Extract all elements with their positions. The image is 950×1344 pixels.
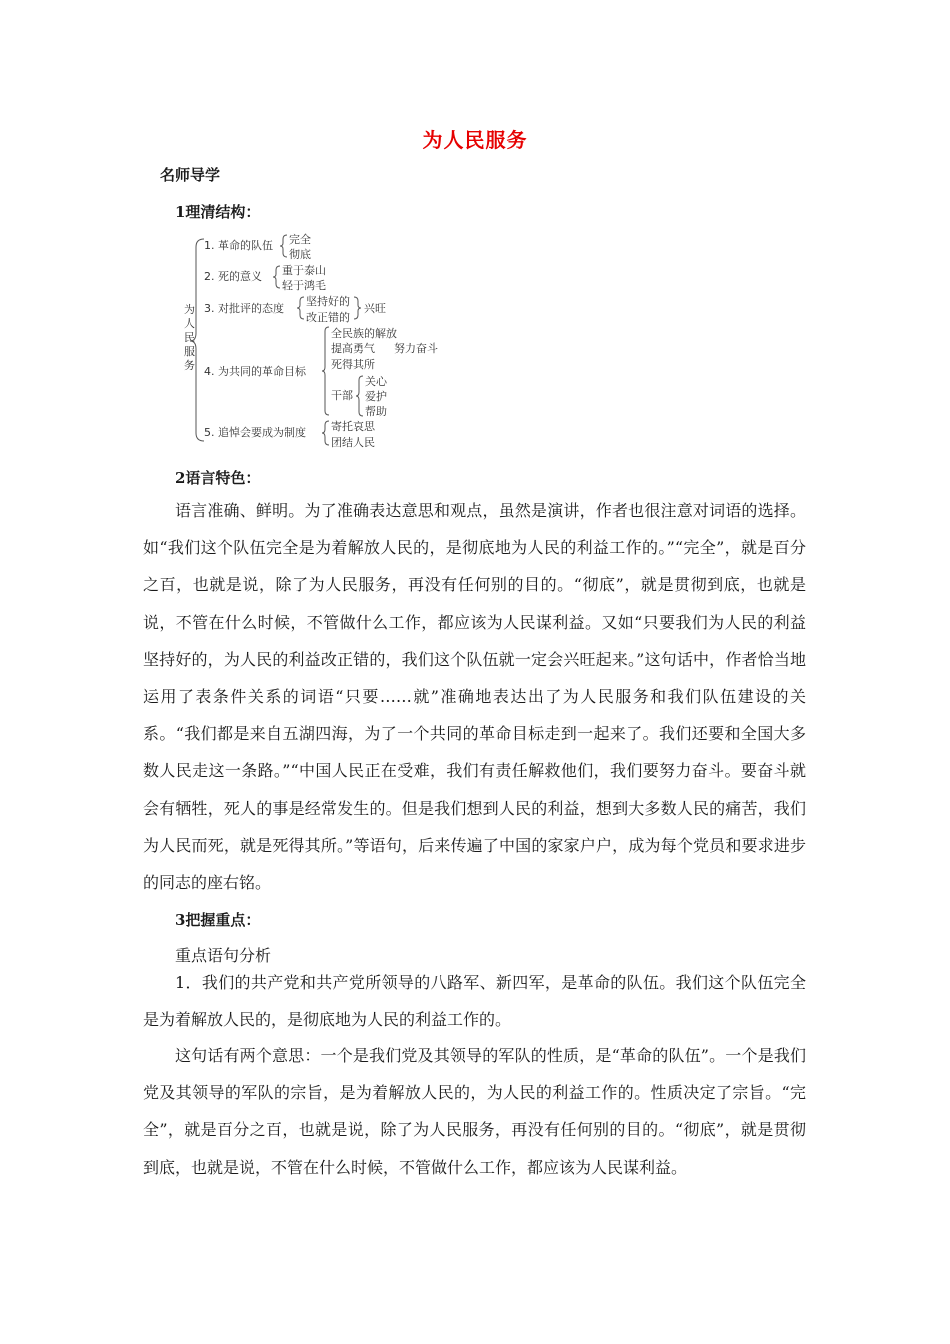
brace-item-4 (322, 327, 329, 415)
brace-cadre (356, 376, 363, 416)
root-char: 民 (184, 331, 195, 344)
brace-item-3 (297, 297, 304, 319)
result-label: 兴旺 (364, 302, 386, 315)
brace-item-2 (273, 266, 280, 288)
item-label: 2. 死的意义 (204, 270, 262, 283)
sub-label: 寄托哀思 (331, 420, 375, 433)
sub-label: 全民族的解放 (331, 327, 397, 340)
sub-label: 重于泰山 (282, 264, 326, 277)
brace-item-1 (280, 235, 287, 257)
sub-label: 轻于鸿毛 (282, 279, 326, 292)
item-label: 5. 追悼会要成为制度 (204, 426, 306, 439)
sub-label: 完全 (289, 233, 311, 246)
sub-label: 帮助 (365, 405, 387, 418)
root-char: 务 (184, 359, 195, 372)
sub-label: 提高勇气 (331, 342, 375, 355)
item-label: 1. 革命的队伍 (204, 239, 273, 252)
language-paragraph: 语言准确、鲜明。为了准确表达意思和观点，虽然是演讲，作者也很注意对词语的选择。如“我们这个队伍完全是为着解放人民的，是彻底地为人民的利益工作的。”“完全”，就是百分之百，也就是说，除了为人民服务，再没有任何别的目的。“彻底”，就是贯彻到底，也就是说，不管在什么时候，不管做什么工作，都应该为人民谋利益。又如“只要我们为人民的利益坚持好的，为人民的利益改正错的，我们这个队伍就一定会兴旺起来。”这句话中，作者恰当地运用了表条件关系的词语“只要……就”准确地表达出了为人民服务和我们队伍建设的关系。“我们都是来自五湖四海，为了一个共同的革命目标走到一起来了。我们还要和全国大多数人民走这一条路。”“中国人民正在受难，我们有责任解救他们，我们要努力奋斗。要奋斗就会有牺牲，死人的事是经常发生的。但是我们想到人民的利益，想到大多数人民的痛苦，我们为人民而死，就是死得其所。”等语句，后来传遍了中国的家家户户，成为每个党员和要求进步的同志的座右铭。 (143, 501, 806, 893)
sub-label: 改正错的 (306, 311, 350, 324)
brace-result (354, 297, 361, 319)
item-label: 4. 为共同的革命目标 (204, 365, 306, 378)
structure-diagram (176, 229, 456, 453)
sub-label: 死得其所 (331, 358, 375, 371)
sub-label: 团结人民 (331, 436, 375, 449)
root-char: 服 (184, 345, 195, 358)
page-title: 为人民服务 (422, 128, 528, 152)
focus-paragraph-2: 这句话有两个意思：一个是我们党及其领导的军队的性质，是“革命的队伍”。一个是我们党及其领导的军队的宗旨，是为着解放人民的，为人民的利益工作的。性质决定了宗旨。“完全”，就是百分之百，也就是说，除了为人民服务，再没有任何别的目的。“彻底”，就是贯彻到底，也就是说，不管在什么时候，不管做什么工作，都应该为人民谋利益。 (143, 1046, 806, 1177)
brace-item-5 (322, 421, 329, 445)
sub-label: 坚持好的 (306, 295, 350, 308)
focus-heading: 3把握重点： (175, 911, 261, 929)
focus-paragraph-1: 1．我们的共产党和共产党所领导的八路军、新四军，是革命的队伍。我们这个队伍完全是为着解放人民的，是彻底地为人民的利益工作的。 (143, 973, 806, 1030)
root-char: 人 (184, 317, 195, 330)
sub-label: 干部 (331, 389, 353, 402)
sub-label: 努力奋斗 (394, 342, 438, 355)
section-heading: 名师导学 (160, 166, 221, 184)
sub-label: 关心 (365, 375, 387, 388)
structure-heading: 1理清结构： (175, 203, 261, 221)
item-label: 3. 对批评的态度 (204, 302, 284, 315)
sub-label: 彻底 (289, 248, 311, 261)
root-char: 为 (184, 303, 195, 316)
focus-subheading: 重点语句分析 (175, 946, 272, 965)
language-heading: 2语言特色： (175, 469, 261, 487)
sub-label: 爱护 (365, 390, 387, 403)
